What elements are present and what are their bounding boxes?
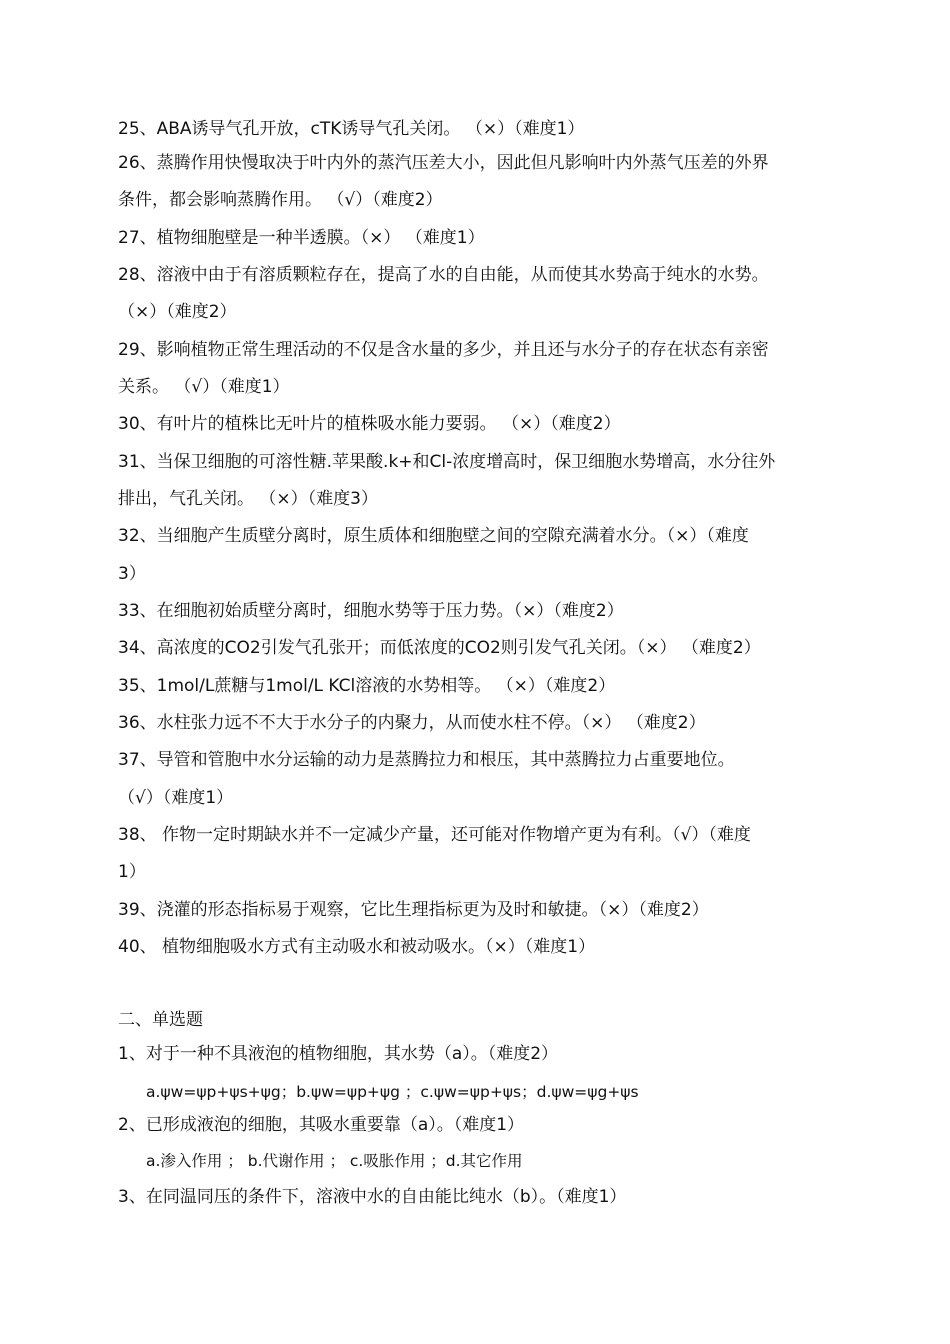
- tf-q33: 33、在细胞初始质壁分离时，细胞水势等于压力势。（×）（难度2）: [118, 601, 624, 621]
- sc-q1-options: a.ψw=ψp+ψs+ψg；b.ψw=ψp+ψg ；c.ψw=ψp+ψs；d.ψw=ψg+ψs: [146, 1083, 639, 1101]
- tf-q37-line2: （√）（难度1）: [118, 788, 234, 808]
- tf-q27: 27、植物细胞壁是一种半透膜。（×） （难度1）: [118, 228, 485, 248]
- tf-q31-line1: 31、当保卫细胞的可溶性糖.苹果酸.k+和Cl-浓度增高时，保卫细胞水势增高，水分往外: [118, 452, 776, 472]
- tf-q31-line2: 排出，气孔关闭。 （×）（难度3）: [118, 489, 378, 509]
- tf-q26-line1: 26、蒸腾作用快慢取决于叶内外的蒸汽压差大小，因此但凡影响叶内外蒸气压差的外界: [118, 153, 769, 173]
- tf-q39: 39、浇灌的形态指标易于观察，它比生理指标更为及时和敏捷。（×）（难度2）: [118, 900, 709, 920]
- tf-q37-line1: 37、导管和管胞中水分运输的动力是蒸腾拉力和根压，其中蒸腾拉力占重要地位。: [118, 750, 735, 770]
- tf-q35: 35、1mol/L蔗糖与1mol/L KCl溶液的水势相等。 （×）（难度2）: [118, 676, 616, 696]
- tf-q38-line2: 1）: [118, 862, 146, 882]
- tf-q29-line2: 关系。 （√）（难度1）: [118, 377, 290, 397]
- tf-q28-line2: （×）（难度2）: [118, 302, 237, 322]
- tf-q30: 30、有叶片的植株比无叶片的植株吸水能力要弱。 （×）（难度2）: [118, 414, 621, 434]
- tf-q32-line2: 3）: [118, 564, 146, 584]
- tf-q32-line1: 32、当细胞产生质壁分离时，原生质体和细胞壁之间的空隙充满着水分。（×）（难度: [118, 526, 749, 546]
- tf-q29-line1: 29、影响植物正常生理活动的不仅是含水量的多少，并且还与水分子的存在状态有亲密: [118, 340, 769, 360]
- sc-q1: 1、对于一种不具液泡的植物细胞，其水势（a）。（难度2）: [118, 1044, 559, 1064]
- tf-q38-line1: 38、 作物一定时期缺水并不一定减少产量，还可能对作物增产更为有利。（√）（难度: [118, 825, 751, 845]
- tf-q34: 34、高浓度的CO2引发气孔张开；而低浓度的CO2则引发气孔关闭。（×） （难度2）: [118, 638, 761, 658]
- tf-q28-line1: 28、溶液中由于有溶质颗粒存在，提高了水的自由能，从而使其水势高于纯水的水势。: [118, 265, 769, 285]
- sc-q2-options: a.渗入作用 ； b.代谢作用 ； c.吸胀作用 ；d.其它作用: [146, 1152, 523, 1170]
- sc-q3: 3、在同温同压的条件下，溶液中水的自由能比纯水（b）。（难度1）: [118, 1187, 627, 1207]
- section-heading-single-choice: 二、单选题: [118, 1010, 203, 1030]
- tf-q40: 40、 植物细胞吸水方式有主动吸水和被动吸水。（×）（难度1）: [118, 937, 596, 957]
- tf-q36: 36、水柱张力远不不大于水分子的内聚力，从而使水柱不停。（×） （难度2）: [118, 713, 706, 733]
- tf-q26-line2: 条件，都会影响蒸腾作用。 （√）（难度2）: [118, 190, 443, 210]
- tf-q25: 25、ABA诱导气孔开放，cTK诱导气孔关闭。 （×）（难度1）: [118, 119, 585, 139]
- sc-q2: 2、已形成液泡的细胞，其吸水重要靠（a）。（难度1）: [118, 1115, 525, 1135]
